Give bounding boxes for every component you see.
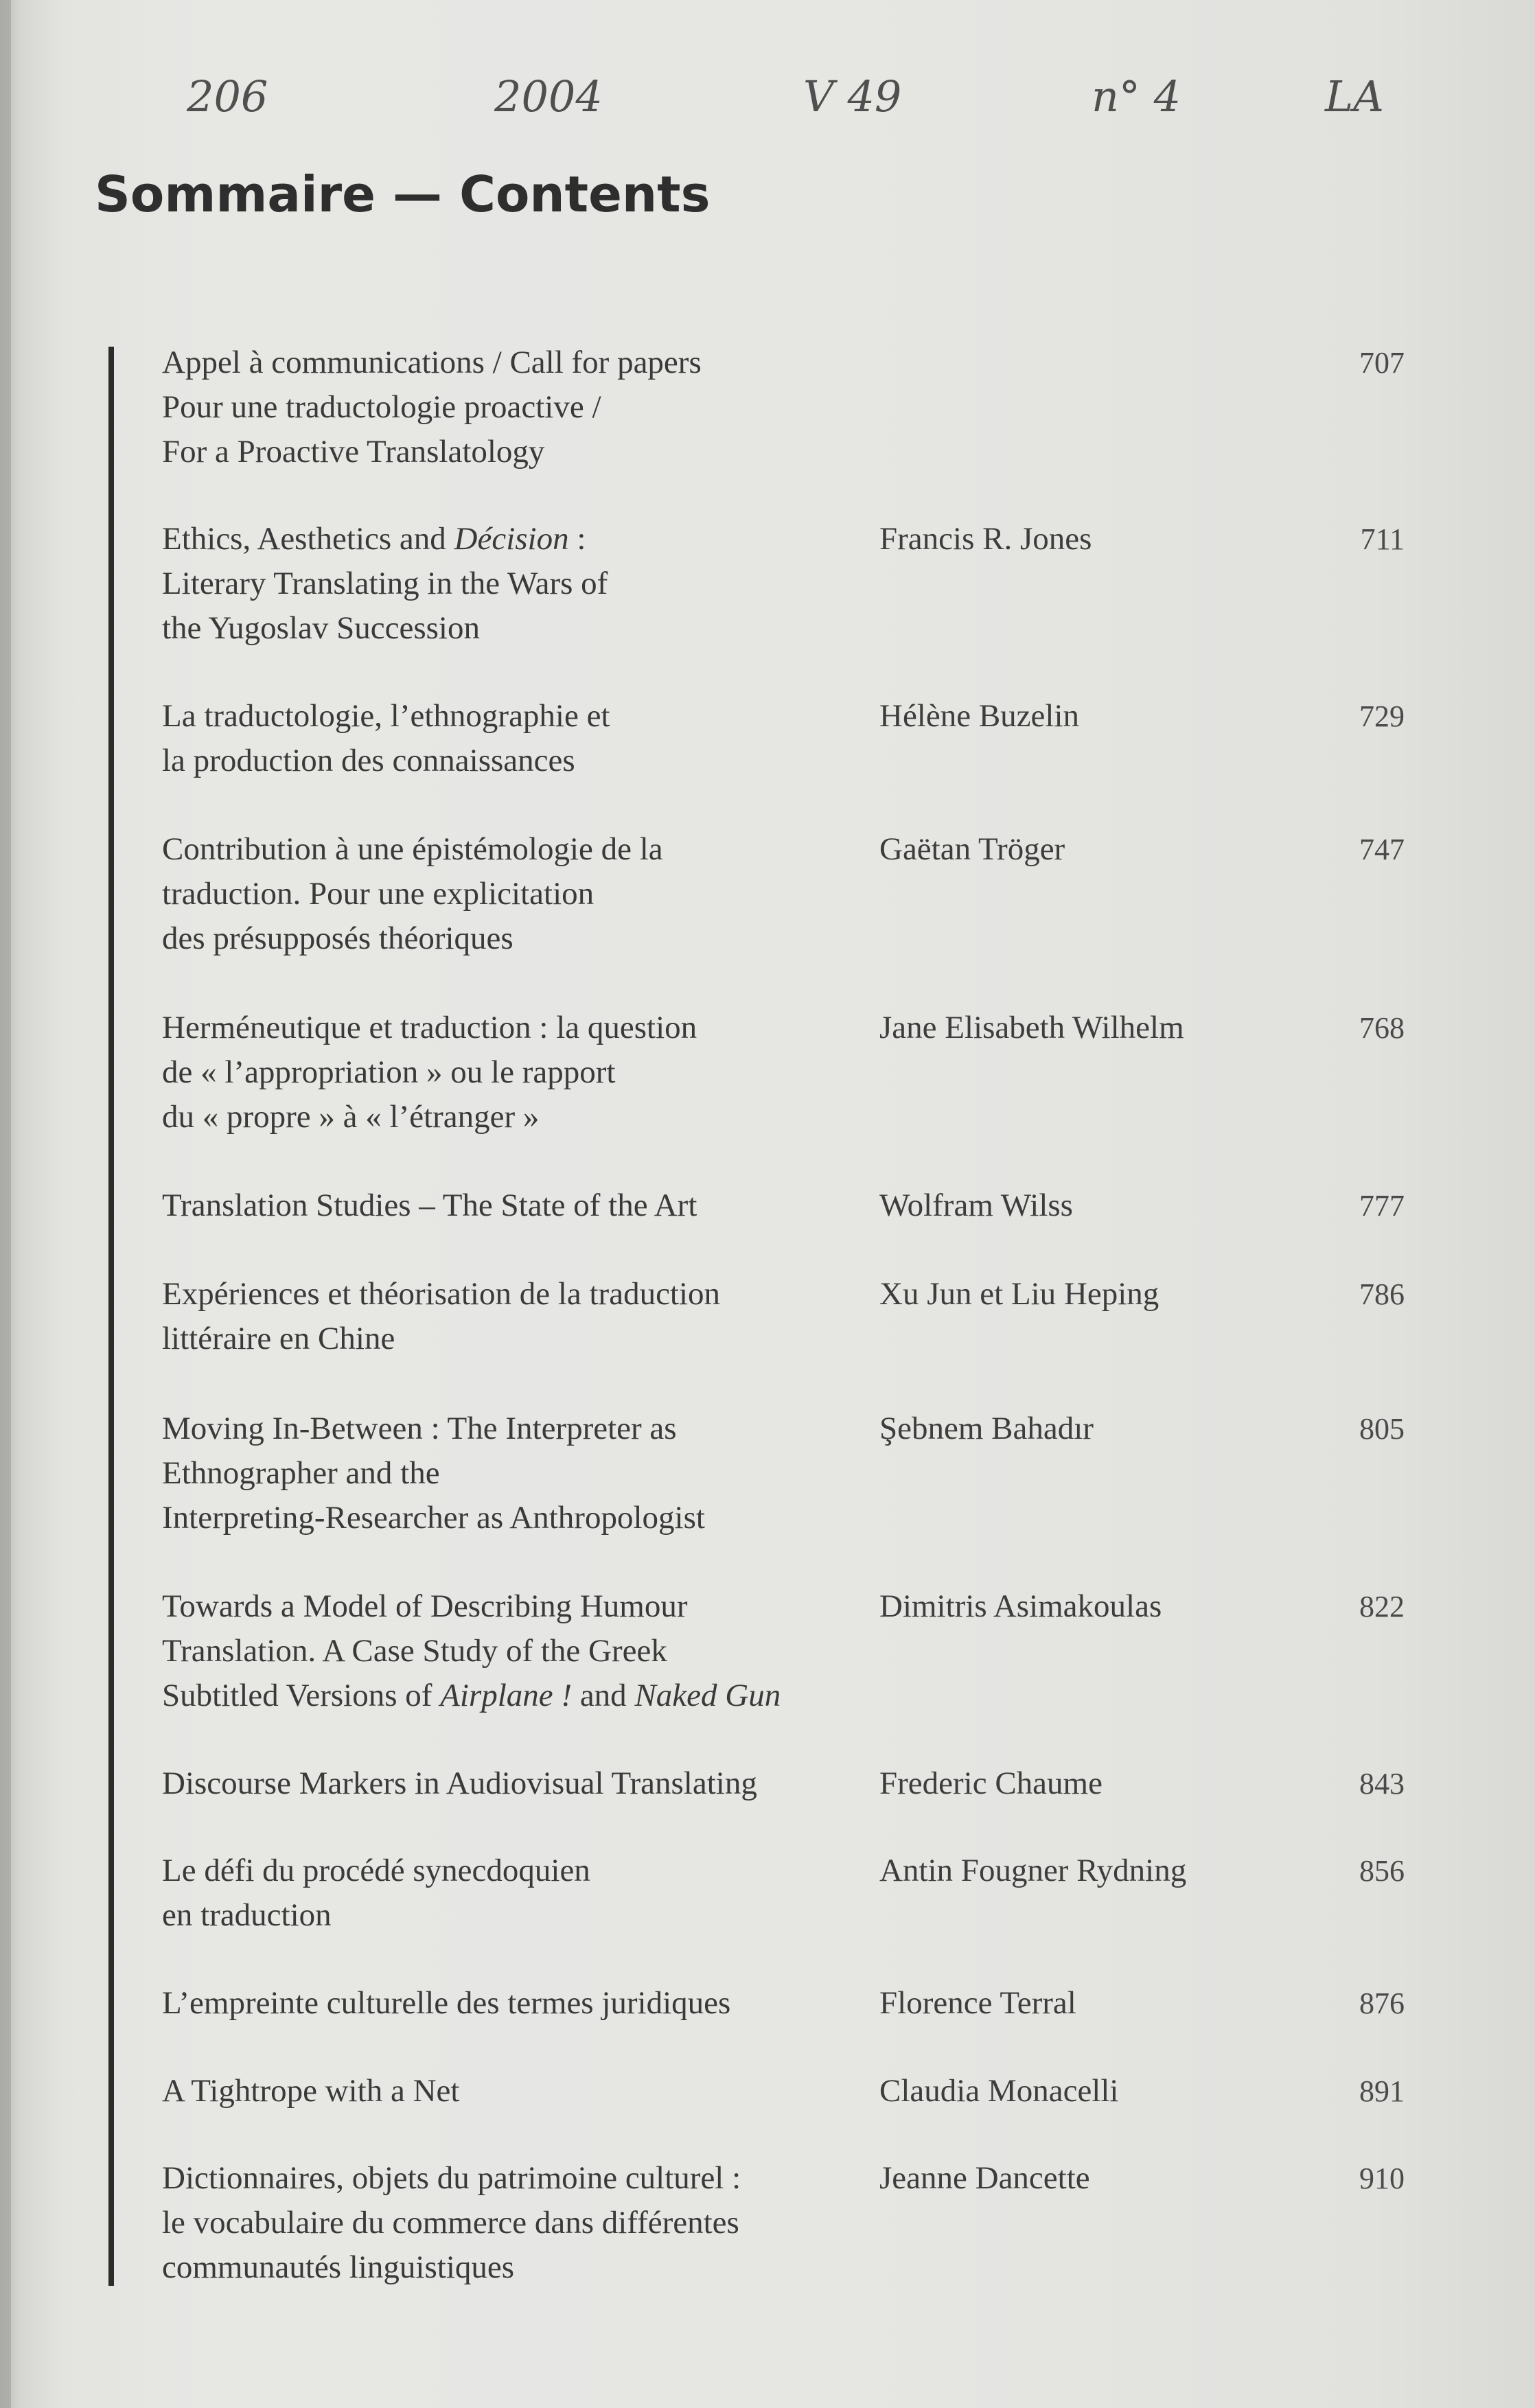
entry-title bbox=[162, 1584, 876, 1718]
entry-author: Xu Jun et Liu Heping bbox=[879, 1276, 1159, 1312]
entry-author: Jeanne Dancette bbox=[879, 2160, 1090, 2196]
entry-title-part: Ethics, Aesthetics and bbox=[162, 521, 454, 557]
entry-author: Gaëtan Tröger bbox=[879, 831, 1065, 867]
handwritten-note-3: V 49 bbox=[803, 71, 902, 121]
entry-title: Le défi du procédé synecdoquien en traduction bbox=[162, 1853, 590, 1933]
entry-title: L’empreinte culturelle des termes juridiques bbox=[162, 1985, 731, 2021]
entry-page-number: 876 bbox=[1359, 1987, 1405, 2020]
entry-page-number: 711 bbox=[1360, 522, 1405, 556]
entry-author: Claudia Monacelli bbox=[879, 2073, 1119, 2109]
entry-title-italic: Naked Gun bbox=[634, 1678, 781, 1713]
entry-author: Frederic Chaume bbox=[879, 1766, 1103, 1801]
entry-author: Wolfram Wilss bbox=[879, 1188, 1073, 1223]
page-binding-shadow bbox=[0, 0, 11, 2408]
entry-title: Expériences et théorisation de la traduction littéraire en Chine bbox=[162, 1276, 721, 1356]
entry-title: Contribution à une épistémologie de la traduction. Pour une explicitation des présupposés théoriques bbox=[162, 831, 663, 956]
entry-title: Herméneutique et traduction : la question de « l’appropriation » ou le rapport du « propre » à « l’étranger » bbox=[162, 1010, 697, 1135]
entry-page-number: 707 bbox=[1359, 346, 1405, 380]
entry-title-part: Towards a Model of Describing Humour Translation. A Case Study of the Greek Subtitled Versions of bbox=[162, 1588, 688, 1713]
handwritten-note-4: n° 4 bbox=[1092, 71, 1181, 121]
contents-vertical-rule bbox=[108, 347, 114, 2286]
entry-author: Şebnem Bahadır bbox=[879, 1411, 1094, 1446]
entry-title-part: : Literary Translating in the Wars of the Yugoslav Succession bbox=[162, 521, 608, 646]
entry-page-number: 786 bbox=[1359, 1277, 1405, 1311]
entry-author: Antin Fougner Rydning bbox=[879, 1853, 1187, 1888]
entry-title: Moving In-Between : The Interpreter as Ethnographer and the Interpreting-Researcher as Anthropologist bbox=[162, 1411, 705, 1536]
entry-page-number: 822 bbox=[1359, 1590, 1405, 1623]
entry-title: Translation Studies – The State of the Art bbox=[162, 1188, 697, 1223]
entry-page-number: 910 bbox=[1359, 2162, 1405, 2195]
entry-page-number: 747 bbox=[1359, 833, 1405, 866]
page-title: Sommaire — Contents bbox=[95, 165, 711, 223]
entry-author: Jane Elisabeth Wilhelm bbox=[879, 1010, 1184, 1045]
entry-title: La traductologie, l’ethnographie et la production des connaissances bbox=[162, 698, 610, 778]
entry-page-number: 768 bbox=[1359, 1011, 1405, 1045]
entry-title-italic: Décision bbox=[454, 521, 569, 557]
entry-page-number: 856 bbox=[1359, 1854, 1405, 1888]
entry-title-italic: Airplane ! bbox=[440, 1678, 573, 1713]
entry-author: Francis R. Jones bbox=[879, 521, 1092, 557]
entry-title: Dictionnaires, objets du patrimoine culturel : le vocabulaire du commerce dans différentes communautés linguistiques bbox=[162, 2160, 741, 2285]
entry-title bbox=[162, 517, 876, 651]
entry-author: Dimitris Asimakoulas bbox=[879, 1588, 1162, 1624]
entry-author: Florence Terral bbox=[879, 1985, 1076, 2021]
entry-page-number: 843 bbox=[1359, 1767, 1405, 1801]
handwritten-note-2: 2004 bbox=[494, 71, 603, 121]
entry-page-number: 729 bbox=[1359, 699, 1405, 733]
entry-page-number: 777 bbox=[1359, 1189, 1405, 1223]
entry-title: Appel à communications / Call for papers Pour une traductologie proactive / For a Proactive Translatology bbox=[162, 345, 702, 470]
handwritten-note-5: LA bbox=[1325, 71, 1384, 121]
entry-title-part: and bbox=[572, 1678, 635, 1713]
entry-title: Discourse Markers in Audiovisual Translating bbox=[162, 1766, 757, 1801]
entry-page-number: 891 bbox=[1359, 2074, 1405, 2108]
entry-title: A Tightrope with a Net bbox=[162, 2073, 460, 2109]
handwritten-note-1: 206 bbox=[187, 71, 268, 121]
entry-page-number: 805 bbox=[1359, 1412, 1405, 1446]
entry-author: Hélène Buzelin bbox=[879, 698, 1080, 734]
